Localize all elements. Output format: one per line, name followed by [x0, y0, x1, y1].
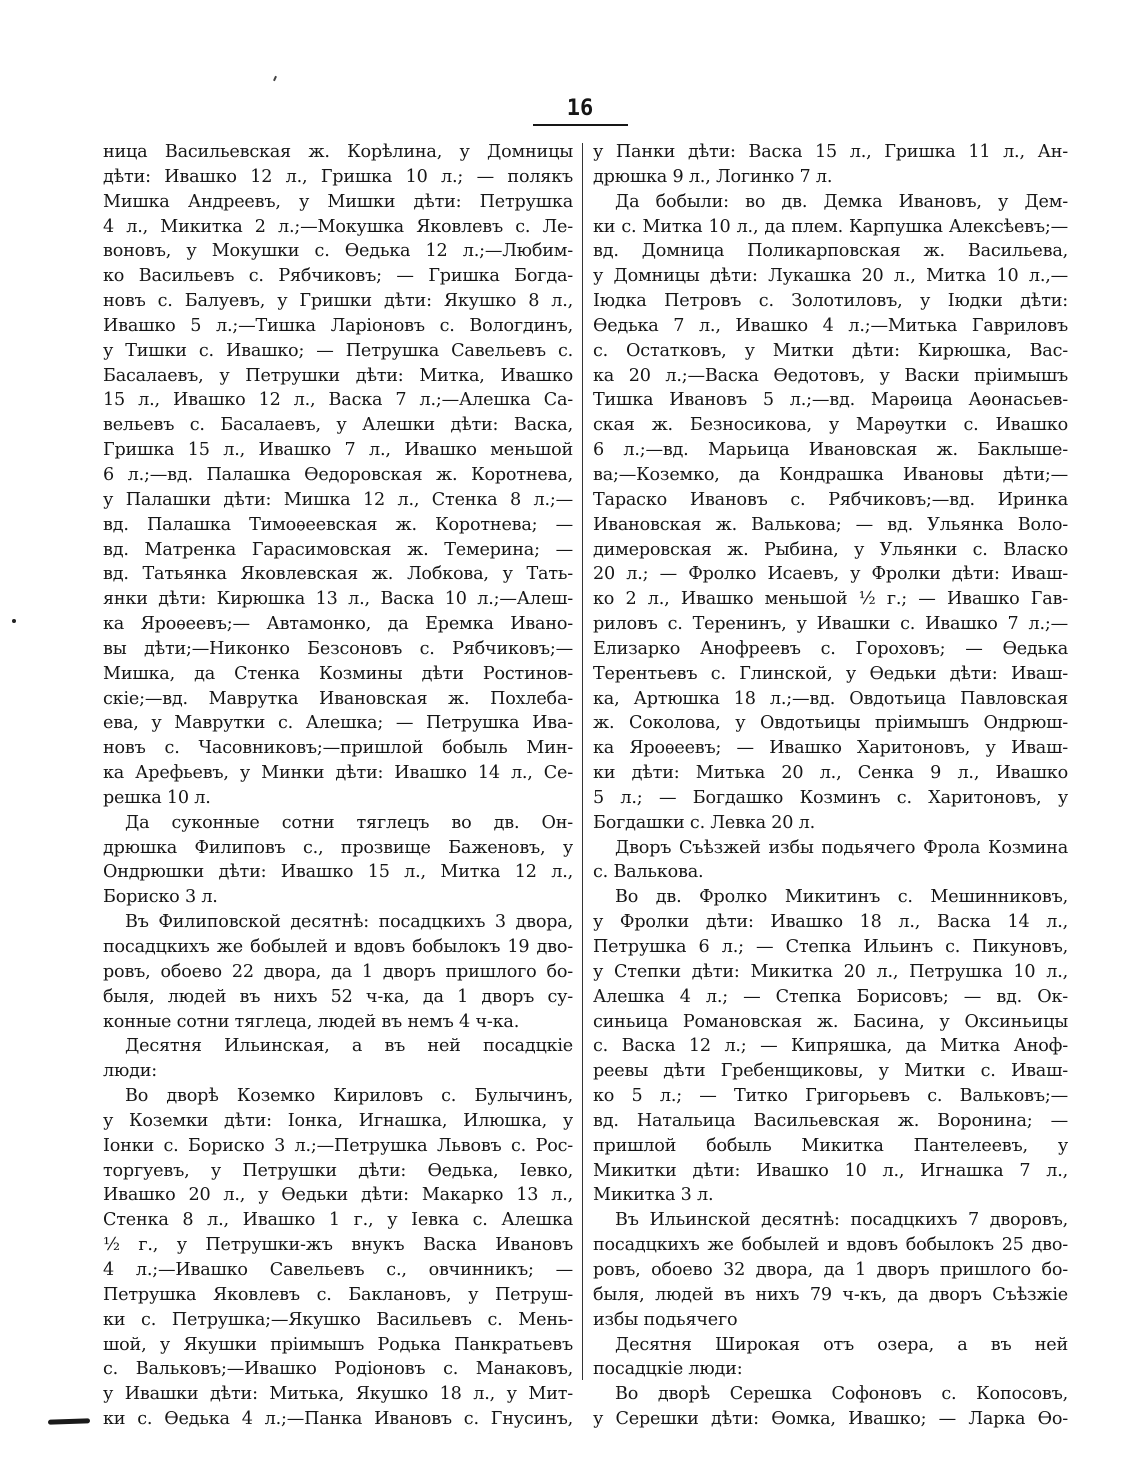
text-line: вельевъ с. Басалаевъ, у Алешки дѣти: Васка, [103, 415, 573, 436]
text-line: ка 20 л.;—Васка Ѳедотовъ, у Васки пріимышъ [593, 365, 1068, 386]
text-line: Басалаевъ, у Петрушки дѣти: Митка, Ивашко [103, 365, 573, 386]
text-line: Во дв. Фролко Микитинъ с. Мешинниковъ, [615, 887, 1068, 908]
text-line: вд. Домница Поликарповская ж. Васильева, [593, 241, 1068, 262]
text-line: у Тишки с. Ивашко; — Петрушка Савельевъ с. [103, 340, 573, 361]
left-text-column [103, 140, 573, 1432]
text-line: ровъ, обоево 32 двора, да 1 дворъ пришлого бо- [593, 1259, 1068, 1280]
text-line: Ивановская ж. Валькова; — вд. Ульянка Воло- [593, 514, 1068, 535]
text-line: Петрушка Яковлевъ с. Баклановъ, у Петруш- [103, 1284, 573, 1305]
text-line: посадцкихъ же бобылей и вдовъ бобылокъ 25 дво- [593, 1235, 1068, 1256]
text-line: воновъ, у Мокушки с. Ѳедька 12 л.;—Любим- [103, 241, 573, 262]
text-line: решка 10 л. [103, 787, 211, 808]
text-line: ко 5 л.; — Титко Григорьевъ с. Вальковъ;— [593, 1086, 1068, 1107]
text-line: Гришка 15 л., Ивашко 7 л., Ивашко меньшой [103, 440, 573, 461]
text-line: Во дворѣ Коземко Кириловъ с. Булычинъ, [125, 1086, 573, 1107]
text-line: Мишка, да Стенка Козмины дѣти Ростинов- [103, 663, 573, 684]
text-line: Терентьевъ с. Глинской, у Ѳедьки дѣти: Иваш- [593, 663, 1068, 684]
text-line: вд. Натальица Васильевская ж. Воронина; — [593, 1110, 1068, 1131]
text-line: ва;—Коземко, да Кондрашка Ивановы дѣти;— [593, 464, 1068, 485]
text-line: ко 2 л., Ивашко меньшой ½ г.; — Ивашко Гав- [593, 589, 1068, 610]
text-line: ская ж. Безносикова, у Марѳутки с. Ивашко [593, 415, 1068, 436]
text-line: Іонки с. Бориско 3 л.;—Петрушка Львовъ с. Рос- [103, 1135, 573, 1156]
text-line: быля, людей въ нихъ 52 ч-ка, да 1 дворъ су- [103, 986, 573, 1007]
text-line: ка Арефьевъ, у Минки дѣти: Ивашко 14 л., Се- [103, 763, 573, 784]
text-line: ровъ, обоево 22 двора, да 1 дворъ пришлого бо- [103, 961, 573, 982]
text-line: у Ивашки дѣти: Митька, Якушко 18 л., у Мит- [103, 1384, 573, 1405]
text-line: ки с. Митка 10 л., да плем. Карпушка Алексѣевъ;— [593, 216, 1068, 237]
page-number-underline [533, 124, 628, 126]
text-line: новъ с. Часовниковъ;—пришлой бобыль Мин- [103, 738, 573, 759]
text-line: вд. Матренка Гарасимовская ж. Темерина; — [103, 539, 573, 560]
text-line: конные сотни тяглеца, людей въ немъ 4 ч-ка. [103, 1011, 520, 1032]
text-line: ки с. Петрушка;—Якушко Васильевъ с. Мень- [103, 1309, 573, 1330]
text-line: с. Васка 12 л.; — Кипряшка, да Митка Аноф- [593, 1036, 1068, 1057]
text-line: ки дѣти: Митька 20 л., Сенка 9 л., Ивашко [593, 763, 1068, 784]
text-line: посадцкихъ же бобылей и вдовъ бобылокъ 19 дво- [103, 937, 573, 957]
text-line: 5 л.; — Богдашко Козминъ с. Харитоновъ, у [593, 787, 1068, 808]
text-line: у Палашки дѣти: Мишка 12 л., Стенка 8 л.;— [103, 489, 573, 510]
text-line: у Степки дѣти: Микитка 20 л., Петрушка 10 л., [593, 961, 1068, 982]
text-line: дрюшка 9 л., Логинко 7 л. [593, 166, 833, 187]
text-line: Десятня Ильинская, а въ ней посадцкіе [125, 1036, 573, 1057]
text-line: Во дворѣ Серешка Софоновъ с. Копосовъ, [615, 1384, 1068, 1405]
text-line: у Панки дѣти: Васка 15 л., Гришка 11 л., Ан- [593, 142, 1068, 162]
text-line: Десятня Широкая отъ озера, а въ ней [615, 1334, 1068, 1355]
text-line: скіе;—вд. Маврутка Ивановская ж. Похлеба- [103, 688, 573, 709]
text-line: реевы дѣти Гребенщиковы, у Митки с. Иваш- [593, 1061, 1068, 1082]
text-line: Мишка Андреевъ, у Мишки дѣти: Петрушка [103, 191, 573, 212]
text-line: ж. Соколова, у Овдотьицы пріимышъ Ондрюш- [593, 713, 1068, 734]
column-divider [582, 143, 583, 1380]
text-line: новъ с. Балуевъ, у Гришки дѣти: Якушко 8 л., [103, 291, 573, 312]
text-line: ки с. Ѳедька 4 л.;—Панка Ивановъ с. Гнусинъ, [103, 1409, 573, 1430]
text-line: у Фролки дѣти: Ивашко 18 л., Васка 14 л., [593, 912, 1068, 933]
text-line: Богдашки с. Левка 20 л. [593, 812, 815, 833]
text-line: Дворъ Съѣзжей избы подьячего Фрола Козмина [615, 837, 1068, 858]
text-line: вд. Татьянка Яковлевская ж. Лобкова, у Тать- [103, 564, 573, 585]
text-line: Стенка 8 л., Ивашко 1 г., у Іевка с. Алешка [103, 1210, 573, 1231]
text-line: Тараско Ивановъ с. Рябчиковъ;—вд. Иринка [593, 489, 1068, 510]
text-line: торгуевъ, у Петрушки дѣти: Ѳедька, Іевко, [103, 1160, 573, 1181]
text-line: шой, у Якушки пріимышъ Родька Панкратьевъ [103, 1334, 573, 1355]
text-line: 20 л.; — Фролко Исаевъ, у Фролки дѣти: Иваш- [593, 564, 1068, 585]
text-line: Ивашко 20 л., у Ѳедьки дѣти: Макарко 13 л., [103, 1185, 573, 1206]
text-line: избы подьячего [593, 1309, 738, 1330]
stray-tick-mark [273, 76, 277, 81]
text-line: дрюшка Филиповъ с., прозвище Баженовъ, у [103, 837, 573, 858]
text-line: Въ Ильинской десятнѣ: посадцкихъ 7 дворовъ, [615, 1210, 1068, 1231]
text-line: синьица Романовская ж. Басина, у Оксиньицы [593, 1011, 1068, 1032]
text-line: быля, людей въ нихъ 79 ч-къ, да дворъ Съѣзжіе [593, 1284, 1068, 1305]
text-line: димеровская ж. Рыбина, у Ульянки с. Власко [593, 539, 1068, 560]
text-line: ка Яроѳеевъ; — Ивашко Харитоновъ, у Иваш- [593, 738, 1068, 759]
stray-dot-mark [12, 619, 16, 623]
text-line: у Домницы дѣти: Лукашка 20 л., Митка 10 л.,— [593, 266, 1068, 287]
text-line: Іюдка Петровъ с. Золотиловъ, у Іюдки дѣти: [593, 291, 1068, 312]
page-number: 16 [566, 96, 594, 121]
text-line: Микитки дѣти: Ивашко 10 л., Игнашка 7 л., [593, 1160, 1068, 1181]
text-line: вы дѣти;—Никонко Безсоновъ с. Рябчиковъ;— [103, 638, 573, 659]
text-line: 15 л., Ивашко 12 л., Васка 7 л.;—Алешка Са- [103, 390, 573, 411]
text-line: Бориско 3 л. [103, 887, 218, 908]
text-line: с. Вальковъ;—Ивашко Родіоновъ с. Манаковъ, [103, 1359, 573, 1380]
text-line: Ивашко 5 л.;—Тишка Ларіоновъ с. Вологдинъ, [103, 315, 573, 336]
text-line: Да бобыли: во дв. Демка Ивановъ, у Дем- [615, 191, 1068, 212]
text-line: риловъ с. Теренинъ, у Ивашки с. Ивашко 7 л.;— [593, 614, 1068, 635]
text-line: янки дѣти: Кирюшка 13 л., Васка 10 л.;—Алеш- [103, 589, 573, 610]
text-line: с. Остатковъ, у Митки дѣти: Кирюшка, Вас- [593, 340, 1068, 361]
text-line: Петрушка 6 л.; — Степка Ильинъ с. Пикуновъ, [593, 937, 1068, 957]
text-line: ко Васильевъ с. Рябчиковъ; — Гришка Богда- [103, 266, 573, 287]
text-line: Ондрюшки дѣти: Ивашко 15 л., Митка 12 л., [103, 862, 573, 883]
text-line: ева, у Маврутки с. Алешка; — Петрушка Ива- [103, 713, 573, 734]
text-line: Ѳедька 7 л., Ивашко 4 л.;—Митька Гавриловъ [593, 315, 1068, 336]
text-line: Тишка Ивановъ 5 л.;—вд. Марѳица Аѳонасьев- [593, 390, 1068, 411]
text-line: ница Васильевская ж. Корѣлина, у Домницы [103, 142, 573, 162]
text-line: люди: [103, 1061, 157, 1082]
text-line: Микитка 3 л. [593, 1185, 714, 1206]
text-line: ½ г., у Петрушки-жъ внукъ Васка Ивановъ [103, 1235, 573, 1256]
text-line: 4 л., Микитка 2 л.;—Мокушка Яковлевъ с. Ле- [103, 216, 573, 237]
text-line: у Коземки дѣти: Іонка, Игнашка, Илюшка, у [103, 1110, 573, 1131]
right-text-column [593, 140, 1068, 1432]
text-line: 6 л.;—вд. Марьица Ивановская ж. Баклыше- [593, 440, 1068, 461]
text-line: 4 л.;—Ивашко Савельевъ с., овчинникъ; — [103, 1259, 573, 1280]
text-line: Въ Филиповской десятнѣ: посадцкихъ 3 двора, [125, 912, 573, 933]
text-line: у Серешки дѣти: Ѳомка, Ивашко; — Ларка Ѳо- [593, 1409, 1068, 1430]
text-line: Алешка 4 л.; — Степка Борисовъ; — вд. Ок- [593, 986, 1068, 1007]
text-line: 6 л.;—вд. Палашка Ѳедоровская ж. Коротнева, [103, 464, 573, 485]
margin-dash-mark [48, 1418, 90, 1424]
text-line: с. Валькова. [593, 862, 704, 883]
text-line: ка Яроѳеевъ;— Автамонко, да Еремка Ивано- [103, 614, 573, 635]
text-line: посадцкіе люди: [593, 1359, 743, 1380]
text-line: дѣти: Ивашко 12 л., Гришка 10 л.; — полякъ [103, 166, 573, 187]
text-line: Елизарко Анофреевъ с. Гороховъ; — Ѳедька [593, 638, 1068, 659]
text-line: ка, Артюшка 18 л.;—вд. Овдотьица Павловская [593, 688, 1068, 709]
text-line: вд. Палашка Тимоѳеевская ж. Коротнева; — [103, 514, 573, 535]
text-line: пришлой бобыль Микитка Пантелеевъ, у [593, 1135, 1068, 1156]
text-line: Да суконные сотни тяглецъ во дв. Он- [125, 812, 573, 833]
